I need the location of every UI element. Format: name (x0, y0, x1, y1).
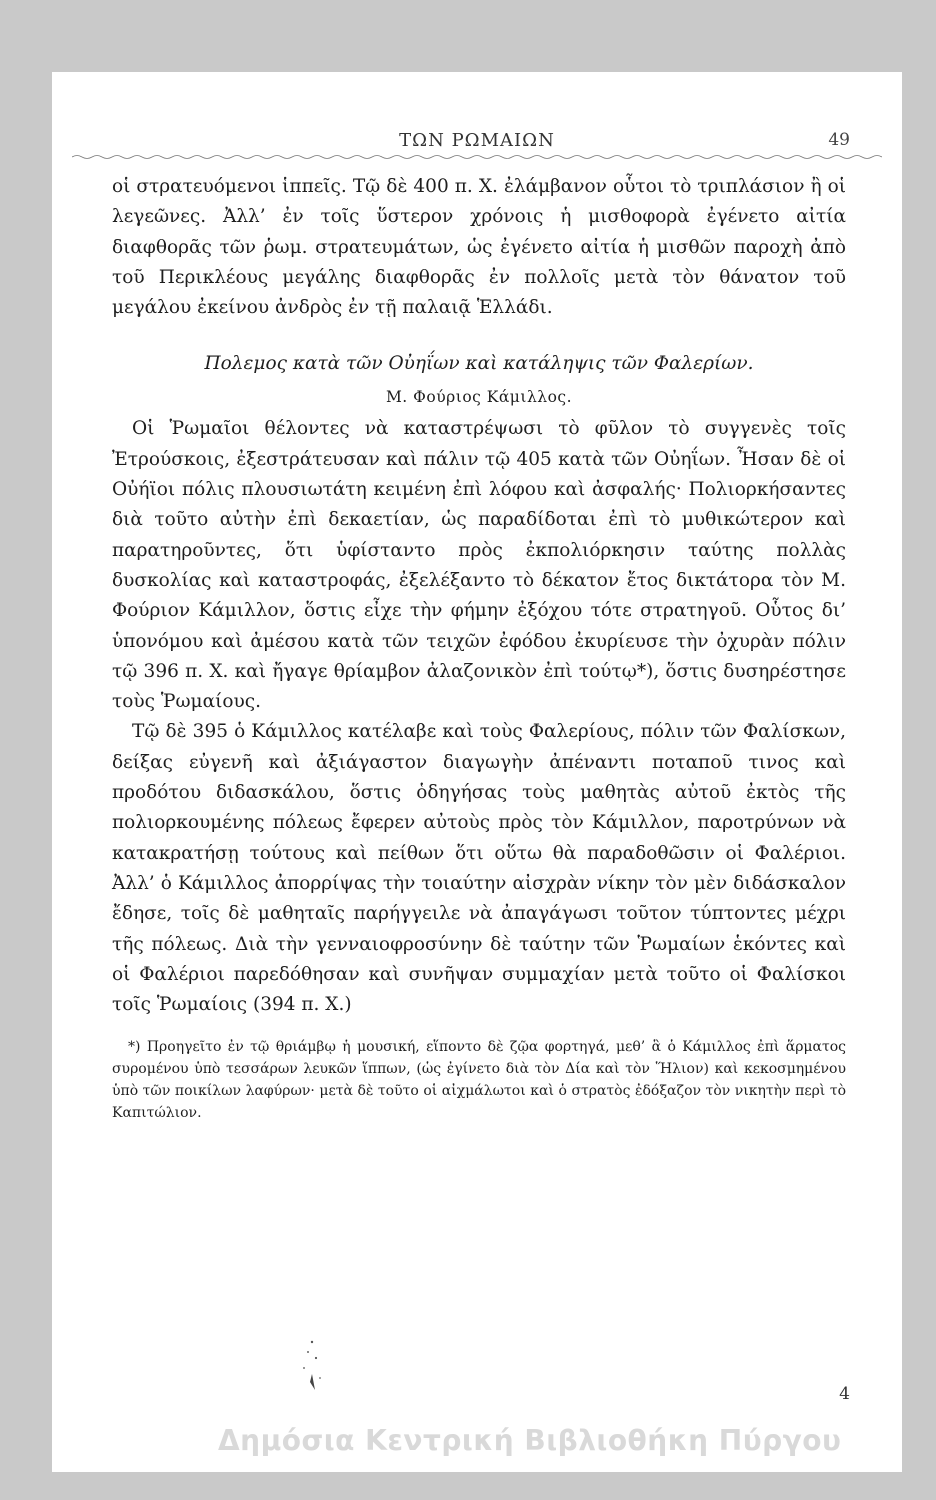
footnote: *) Προηγεῖτο ἐν τῷ θριάμβῳ ἡ μουσική, εἵποντο δὲ ζῷα φορτηγά, μεθ’ ἃ ὁ Κάμιλλος ἐπὶ ἅρματος συρομένου ὑπὸ τεσσάρων λευκῶν ἵππων, (ὡς ἐγίνετο διὰ τὸν Δία καὶ τὸν Ἥλιον) καὶ κεκοσμημένου ὑπὸ τῶν ποικίλων λαφύρων· μετὰ δὲ τοῦτο οἱ αἰχμάλωτοι καὶ ὁ στρατὸς ἐδόξαζον τὸν νικητὴν περὶ τὸ Καπιτώλιον. (112, 1039, 846, 1122)
section-heading: Πολεμος κατὰ τῶν Οὐηΐων καὶ κατάληψις τῶν Φαλερίων. (204, 353, 754, 375)
ink-specks-mark (282, 1334, 342, 1404)
paragraph-2: Οἱ Ῥωμαῖοι θέλοντες νὰ καταστρέψωσι τὸ φῦλον τὸ συγγενὲς τοῖς Ἐτρούσκοις, ἐξεστράτευσαν καὶ πάλιν τῷ 405 κατὰ τῶν Οὐηΐων. Ἦσαν δὲ οἱ Οὐήϊοι πόλις πλουσιωτάτη κειμένη ἐπὶ λόφου καὶ ἀσφαλής· Πολιορκήσαντες διὰ τοῦτο αὐτὴν ἐπὶ δεκαετίαν, ὡς παραδίδοται ἐπὶ τὸ μυθικώτερον καὶ παρατηροῦντες, ὅτι ὑφίσταντο πρὸς ἐκπολιόρκησιν ταύτης πολλὰς δυσκολίας καὶ καταστροφάς, ἐξελέξαντο τὸ δέκατον ἔτος δικτάτορα τὸν Μ. Φούριον Κάμιλλον, ὅστις εἶχε τὴν φήμην ἐξόχου τότε στρατηγοῦ. Οὗτος δι’ ὑπονόμου καὶ ἀμέσου κατὰ τῶν τειχῶν ἐφόδου ἐκυρίευσε τὴν ὀχυρὰν πόλιν τῷ 396 π. Χ. καὶ ἤγαγε θρίαμβον ἀλαζονικὸν ἐπὶ τούτῳ*), ὅστις δυσηρέστησε τοὺς Ῥωμαίους. (112, 418, 846, 713)
header-wavy-rule (72, 154, 882, 160)
book-page (52, 72, 902, 1472)
paragraph-3: Τῷ δὲ 395 ὁ Κάμιλλος κατέλαβε καὶ τοὺς Φαλερίους, πόλιν τῶν Φαλίσκων, δείξας εὐγενῆ καὶ ἀξιάγαστον διαγωγὴν ἀπέναντι ποταποῦ τινος καὶ προδότου διδασκάλου, ὅστις ὁδηγήσας τοὺς μαθητὰς αὐτοῦ ἐκτὸς τῆς πολιορκουμένης πόλεως ἔφερεν αὐτοὺς πρὸς τὸν Κάμιλλον, παροτρύνων νὰ κατακρατήσῃ τούτους καὶ πείθων ὅτι οὕτω θὰ παραδοθῶσιν οἱ Φαλέριοι. Ἀλλ’ ὁ Κάμιλλος ἀπορρίψας τὴν τοιαύτην αἰσχρὰν νίκην τὸν μὲν διδάσκαλον ἔδησε, τοῖς δὲ μαθηταῖς παρήγγειλε νὰ ἀπαγάγωσι τοῦτον τύπτοντες μέχρι τῆς πόλεως. Διὰ τὴν γενναιοφροσύνην δὲ ταύτην τῶν Ῥωμαίων ἑκόντες καὶ οἱ Φαλέριοι παρεδόθησαν καὶ συνῆψαν συμμαχίαν μετὰ τοῦτο οἱ Φαλίσκοι τοῖς Ῥωμαίοις (394 π. Χ.) (112, 721, 846, 1016)
signature-mark: 4 (839, 1384, 850, 1404)
paragraph-1: οἱ στρατευόμενοι ἱππεῖς. Τῷ δὲ 400 π. Χ. ἐλάμβανον οὗτοι τὸ τριπλάσιον ἢ οἱ λεγεῶνες. Ἀλλ’ ἐν τοῖς ὕστερον χρόνοις ἡ μισθοφορὰ ἐγένετο αἰτία διαφθορᾶς τῶν ῥωμ. στρατευμάτων, ὡς ἐγένετο αἰτία ἡ μισθῶν παροχὴ ἀπὸ τοῦ Περικλέους μεγάλης διαφθορᾶς ἐν πολλοῖς μετὰ τὸν θάνατον τοῦ μεγάλου ἐκείνου ἀνδρὸς ἐν τῇ παλαιᾷ Ἑλλάδι. (112, 176, 846, 319)
page-body (112, 172, 846, 1124)
page-header (52, 130, 902, 154)
running-title: ΤΩΝ ΡΩΜΑΙΩΝ (399, 130, 555, 151)
section-subheading: Μ. Φούριος Κάμιλλος. (385, 388, 573, 407)
page-number: 49 (828, 130, 850, 150)
library-watermark: Δημόσια Κεντρική Βιβλιοθήκη Πύργου (218, 1424, 842, 1457)
